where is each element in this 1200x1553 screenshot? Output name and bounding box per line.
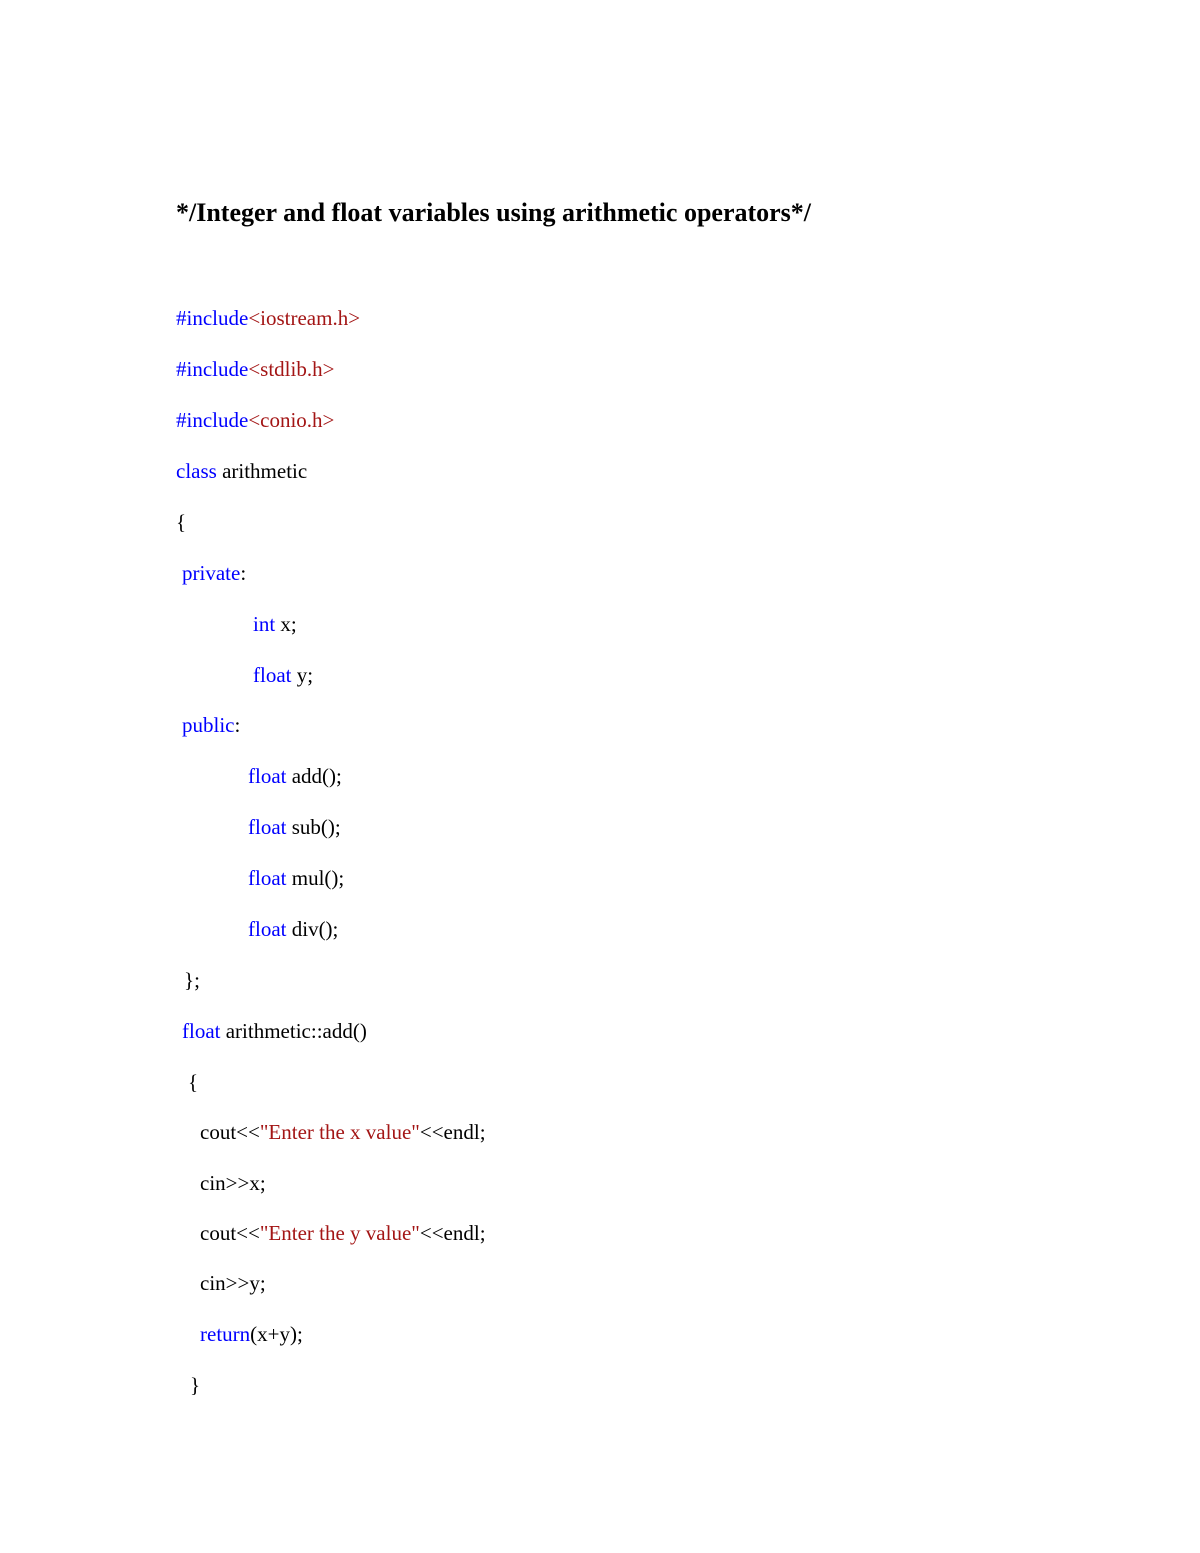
code-line-cout-y [200, 1219, 486, 1247]
code-line-float-y [253, 661, 313, 689]
header-name: <stdlib.h> [248, 357, 335, 381]
code-text: mul(); [286, 866, 345, 890]
code-line-return [200, 1320, 303, 1348]
code-line-include-conio [176, 406, 334, 434]
code-text: }; [184, 968, 200, 992]
code-text: { [176, 510, 187, 534]
code-text: (x+y); [250, 1322, 303, 1346]
keyword: float [182, 1019, 221, 1043]
code-text: sub(); [286, 815, 341, 839]
code-text: x; [275, 612, 297, 636]
code-text: y; [291, 663, 314, 687]
code-line-float-add [248, 762, 342, 790]
code-text: <<endl; [419, 1221, 486, 1245]
document-title: */Integer and float variables using arithmetic operators*/ [176, 198, 812, 227]
code-line-class-decl [176, 457, 307, 485]
code-text: cout<< [200, 1221, 260, 1245]
code-text: div(); [286, 917, 339, 941]
code-line-public [182, 711, 240, 739]
keyword: private [182, 561, 241, 585]
code-text: : [234, 713, 241, 737]
keyword: class [176, 459, 217, 483]
code-text: arithmetic::add() [220, 1019, 367, 1043]
keyword: float [248, 815, 287, 839]
code-line-float-div [248, 915, 338, 943]
code-line-open-brace [176, 508, 186, 536]
keyword: float [248, 866, 287, 890]
header-name: <conio.h> [248, 408, 335, 432]
header-name: <iostream.h> [248, 306, 361, 330]
code-line-private [182, 559, 246, 587]
code-line-cin-y [200, 1269, 266, 1297]
code-text: cin>>x; [200, 1171, 266, 1195]
keyword: return [200, 1322, 251, 1346]
code-text: arithmetic [216, 459, 308, 483]
code-line-add-def [182, 1017, 367, 1045]
code-text: : [240, 561, 247, 585]
code-text: cin>>y; [200, 1271, 266, 1295]
keyword: #include [176, 306, 249, 330]
code-line-float-mul [248, 864, 344, 892]
keyword: float [248, 917, 287, 941]
code-line-int-x [253, 610, 297, 638]
keyword: #include [176, 357, 249, 381]
code-line-include-iostream [176, 304, 360, 332]
code-text: add(); [286, 764, 342, 788]
code-line-add-open-brace [188, 1068, 198, 1096]
code-text: { [188, 1070, 199, 1094]
code-text: cout<< [200, 1120, 260, 1144]
keyword: float [248, 764, 287, 788]
code-line-cin-x [200, 1169, 266, 1197]
code-line-include-stdlib [176, 355, 334, 383]
string-literal: "Enter the y value" [259, 1221, 420, 1245]
code-line-close-class [184, 966, 200, 994]
keyword: public [182, 713, 235, 737]
code-line-cout-x [200, 1118, 486, 1146]
keyword: #include [176, 408, 249, 432]
code-line-add-close-brace [190, 1371, 200, 1399]
code-line-float-sub [248, 813, 341, 841]
keyword: float [253, 663, 292, 687]
keyword: int [253, 612, 276, 636]
code-text: } [190, 1373, 201, 1397]
string-literal: "Enter the x value" [259, 1120, 420, 1144]
code-text: <<endl; [419, 1120, 486, 1144]
